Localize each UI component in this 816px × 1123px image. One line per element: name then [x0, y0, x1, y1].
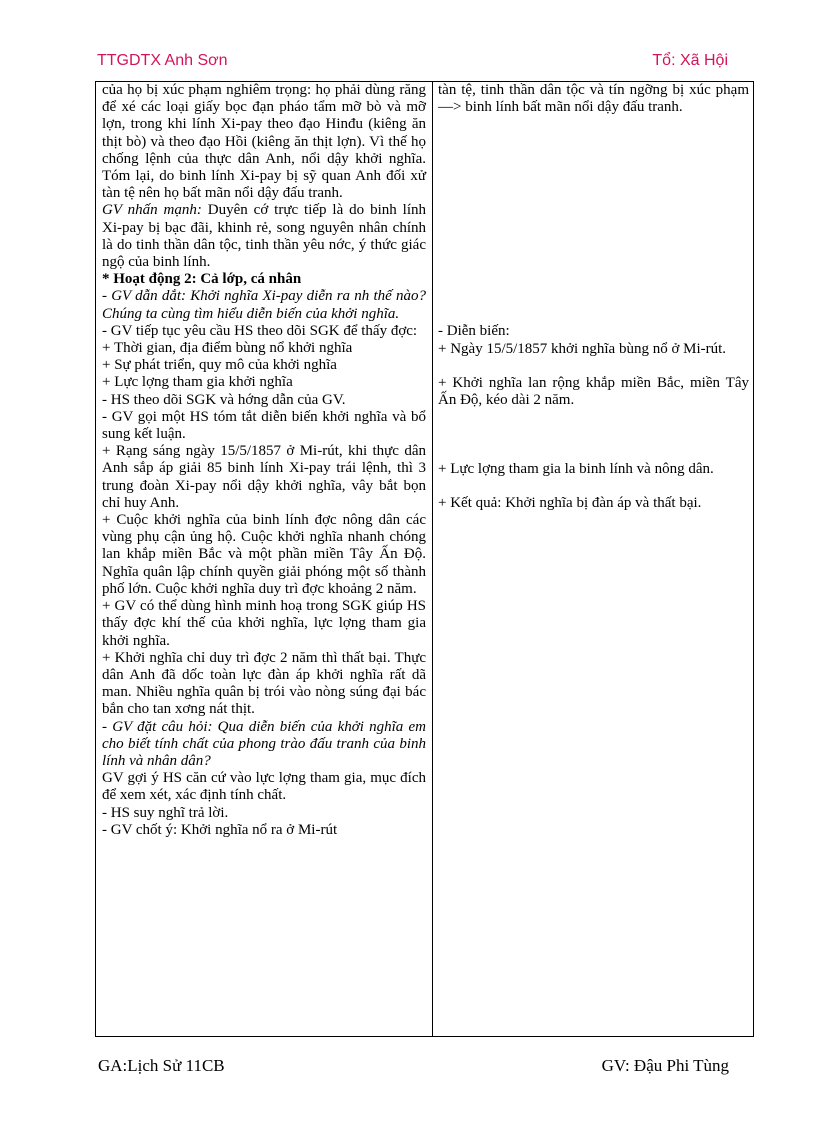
- paragraph: + Rạng sáng ngày 15/5/1857 ở Mi-rút, khi thực dân Anh sắp áp giải 85 binh lính Xi-pay trái lệnh, thì 3 trung đoàn Xi-pay nổi dậy khởi nghĩa, vây bắt bọn chỉ huy Anh.: [102, 443, 426, 511]
- paragraph: + Lực lợng tham gia la binh lính và nông dân.: [438, 461, 714, 478]
- paragraph-text: Duyên cớ trực tiếp là do binh lính Xi-pay bị bạc đãi, khinh rẻ, song nguyên nhân chính là do tinh thần dân tộc, tinh thần yêu nớc, ý thức giác ngộ của binh lính.: [102, 202, 426, 271]
- paragraph-italic: - GV dẫn dắt: Khởi nghĩa Xi-pay diễn ra nh thế nào? Chúng ta cùng tìm hiểu diễn biến của khởi nghĩa.: [102, 288, 426, 322]
- paragraph: [102, 202, 426, 271]
- paragraph: GV gợi ý HS căn cứ vào lực lợng tham gia, mục đích để xem xét, xác định tính chất.: [102, 770, 426, 804]
- paragraph: + GV có thể dùng hình minh hoạ trong SGK giúp HS thấy đợc khí thế của khởi nghĩa, lực lợng tham gia khởi nghĩa.: [102, 598, 426, 649]
- paragraph: - GV chốt ý: Khởi nghĩa nổ ra ở Mi-rút: [102, 821, 338, 838]
- paragraph: - GV tiếp tục yêu cầu HS theo dõi SGK để thấy đợc:: [102, 322, 418, 339]
- footer-left: GA:Lịch Sử 11CB: [98, 1056, 225, 1075]
- paragraph: - GV gọi một HS tóm tắt diễn biến khởi nghĩa và bổ sung kết luận.: [102, 408, 426, 443]
- header-right: Tổ: Xã Hội: [652, 52, 728, 69]
- paragraph: - HS theo dõi SGK và hớng dẫn của GV.: [102, 391, 346, 408]
- activity-heading: * Hoạt động 2: Cả lớp, cá nhân: [102, 271, 302, 288]
- right-column: [438, 82, 749, 513]
- paragraph: + Khởi nghĩa chỉ duy trì đợc 2 năm thì thất bại. Thực dân Anh đã dốc toàn lực đàn áp khởi nghĩa rất dã man. Nhiều nghĩa quân bị trói vào nòng súng đại bác bắn cho tan xơng nát thịt.: [102, 649, 426, 718]
- paragraph: - HS suy nghĩ trả lời.: [102, 804, 229, 821]
- footer-right: GV: Đậu Phi Tùng: [601, 1056, 729, 1075]
- paragraph: + Lực lợng tham gia khởi nghĩa: [102, 374, 293, 391]
- paragraph: tàn tệ, tinh thần dân tộc và tín ngỡng bị xúc phạm —> binh lính bất mãn nổi dậy đấu tranh.: [438, 82, 749, 116]
- paragraph: + Cuộc khởi nghĩa của binh lính đợc nông dân các vùng phụ cận ủng hộ. Cuộc khởi nghĩa nhanh chóng lan khắp miền Bắc và một phần miền Tây Ấn Độ. Nghĩa quân lập chính quyền giải phóng một số thành phố lớn. Cuộc khởi nghĩa duy trì đợc khoảng 2 năm.: [102, 512, 426, 597]
- left-column: [102, 82, 426, 839]
- paragraph: của họ bị xúc phạm nghiêm trọng: họ phải dùng răng để xé các loại giấy bọc đạn pháo tẩm mỡ bò và mỡ lợn, trong khi lính Xi-pay theo đạo Hinđu (kiêng ăn thịt bò) và theo đạo Hồi (kiêng ăn thịt lợn). Vì thế họ chống lệnh của thực dân Anh, nổi dậy khởi nghĩa. Tóm lại, do binh lính Xi-pay bị sỹ quan Anh đối xử tàn tệ nên họ bất mãn nổi dậy đấu tranh.: [102, 82, 426, 202]
- emphasis-lead: GV nhấn mạnh:: [102, 202, 202, 219]
- paragraph: + Khởi nghĩa lan rộng khắp miền Bắc, miền Tây Ấn Độ, kéo dài 2 năm.: [438, 374, 749, 409]
- paragraph: + Thời gian, địa điểm bùng nổ khởi nghĩa: [102, 340, 353, 357]
- lesson-table: [95, 81, 754, 1037]
- header-left: TTGDTX Anh Sơn: [97, 52, 228, 69]
- paragraph: + Sự phát triển, quy mô của khởi nghĩa: [102, 357, 337, 374]
- column-divider: [432, 82, 433, 1036]
- paragraph: - Diễn biến:: [438, 323, 510, 340]
- paragraph: + Kết quả: Khởi nghĩa bị đàn áp và thất bại.: [438, 495, 702, 512]
- paragraph: + Ngày 15/5/1857 khởi nghĩa bùng nổ ở Mi-rút.: [438, 340, 727, 357]
- paragraph-italic: - GV đặt câu hỏi: Qua diễn biến của khởi nghĩa em cho biết tính chất của phong trào đấu tranh của binh lính và nhân dân?: [102, 718, 426, 769]
